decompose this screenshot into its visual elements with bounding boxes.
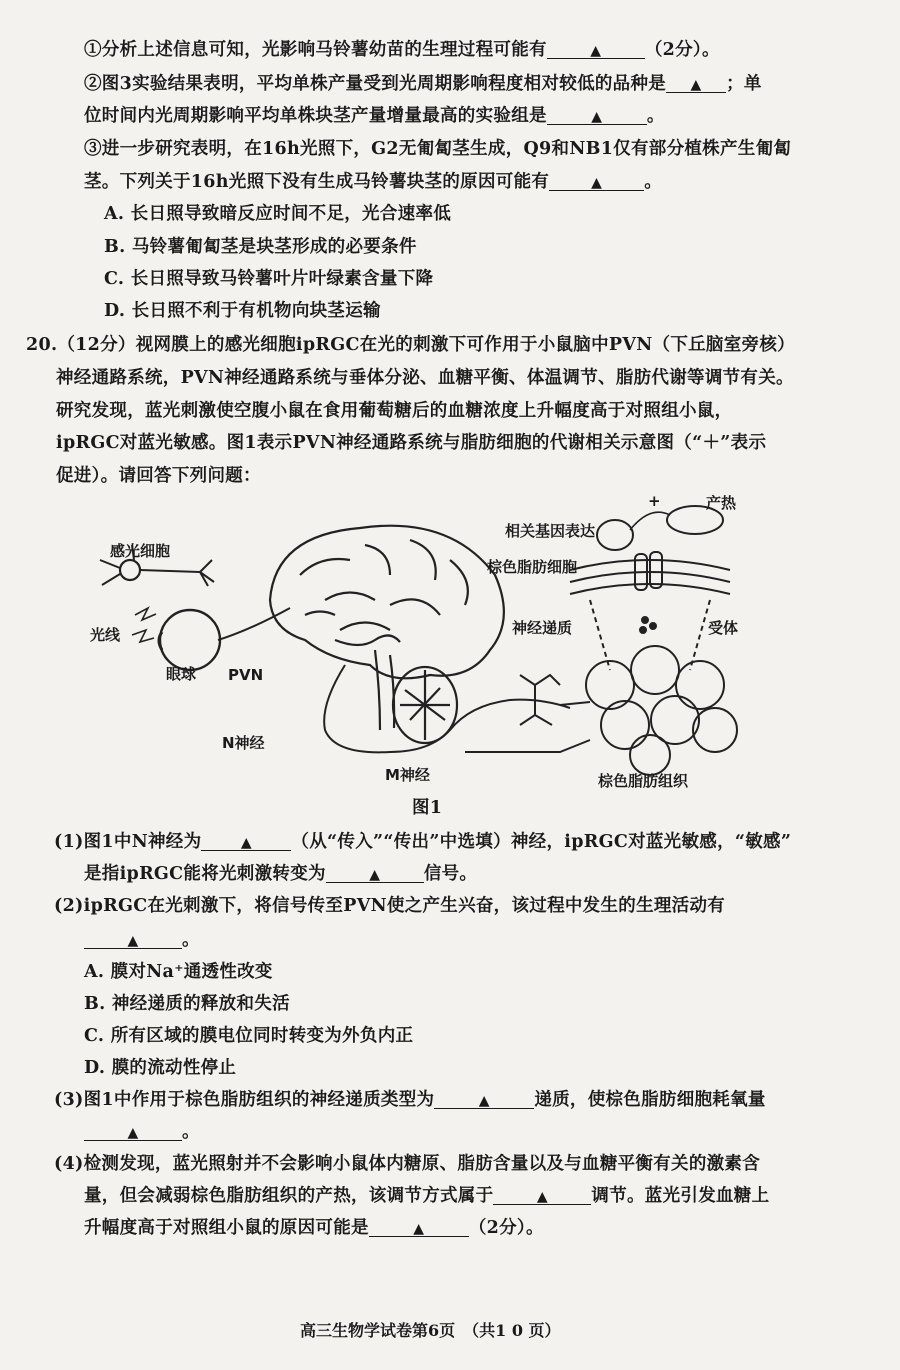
answer-blank[interactable]: ▲	[493, 1184, 591, 1205]
answer-blank[interactable]: ▲	[434, 1088, 534, 1109]
light-rays-drawing	[132, 608, 156, 642]
q19-sub2: ②图3实验结果表明，平均单株产量受到光周期影响程度相对较低的品种是 ▲ ；单	[84, 74, 762, 94]
label-gene-expression: 相关基因表达	[505, 522, 596, 540]
answer-blank[interactable]: ▲	[547, 104, 647, 125]
label-m-nerve: M神经	[385, 766, 430, 784]
label-heat: 产热	[706, 494, 737, 512]
q20-part-2: (2)ipRGC在光刺激下，将信号传至PVN使之产生兴奋，该过程中发生的生理活动有	[54, 896, 726, 916]
answer-blank[interactable]: ▲	[369, 1216, 469, 1237]
q20-part-3-cont: ▲ 。	[84, 1120, 200, 1144]
m-nerve-neuron-drawing	[465, 675, 590, 752]
q19-sub2-cont: 位时间内光周期影响平均单株块茎产量增量最高的实验组是 ▲ 。	[84, 106, 665, 126]
q20-part-2-cont: ▲ 。	[84, 928, 200, 952]
label-light: 光线	[90, 626, 121, 644]
q20-part-1-cont: 是指ipRGC能将光刺激转变为 ▲ 信号。	[84, 864, 478, 884]
page-footer: 高三生物学试卷第6页 （共1 0 页）	[300, 1321, 561, 1340]
label-brown-adipocyte: 棕色脂肪细胞	[487, 558, 578, 576]
brain-drawing	[270, 526, 504, 743]
q19-option-a[interactable]: A. 长日照导致暗反应时间不足，光合速率低	[104, 204, 452, 224]
q20-part-4-cont-2: 升幅度高于对照组小鼠的原因可能是 ▲ （2分）。	[84, 1218, 544, 1238]
q20-part-1: (1)图1中N神经为 ▲ （从“传入”“传出”中选填）神经，ipRGC对蓝光敏感，“敏感”	[54, 832, 792, 852]
label-brown-adipose-tissue: 棕色脂肪组织	[598, 772, 689, 790]
label-plus: +	[648, 492, 661, 510]
q19-option-b[interactable]: B. 马铃薯匍匐茎是块茎形成的必要条件	[104, 237, 417, 257]
answer-blank[interactable]: ▲	[547, 38, 645, 59]
answer-blank[interactable]: ▲	[84, 928, 182, 949]
q19-sub1: ①分析上述信息可知，光影响马铃薯幼苗的生理过程可能有 ▲ （2分）。	[84, 40, 720, 60]
label-n-nerve: N神经	[222, 734, 265, 752]
label-receptor: 受体	[708, 619, 739, 637]
answer-blank[interactable]: ▲	[326, 862, 424, 883]
answer-blank[interactable]: ▲	[201, 830, 291, 851]
q20-option-b[interactable]: B. 神经递质的释放和失活	[84, 994, 290, 1014]
q20-intro-line-1: 20.（12分）视网膜上的感光细胞ipRGC在光的刺激下可作用于小鼠脑中PVN（下丘脑室旁核）	[26, 335, 795, 355]
q19-sub3-cont: 茎。下列关于16h光照下没有生成马铃薯块茎的原因可能有 ▲ 。	[84, 172, 662, 192]
label-pvn: PVN	[228, 666, 264, 684]
answer-blank[interactable]: ▲	[666, 72, 726, 93]
q19-sub3: ③进一步研究表明，在16h光照下，G2无匍匐茎生成，Q9和NB1仅有部分植株产生匍匐	[84, 139, 792, 159]
figure-1-diagram	[90, 490, 790, 810]
figure-1-caption: 图1	[412, 798, 443, 818]
q20-part-4: (4)检测发现，蓝光照射并不会影响小鼠体内糖原、脂肪含量以及与血糖平衡有关的激素含	[54, 1154, 761, 1174]
q20-option-c[interactable]: C. 所有区域的膜电位同时转变为外负内正	[84, 1026, 414, 1046]
answer-blank[interactable]: ▲	[549, 170, 644, 191]
answer-blank[interactable]: ▲	[84, 1120, 182, 1141]
q20-intro-line-2: 神经通路系统，PVN神经通路系统与垂体分泌、血糖平衡、体温调节、脂肪代谢等调节有关。	[56, 368, 794, 388]
q20-intro-line-4: ipRGC对蓝光敏感。图1表示PVN神经通路系统与脂肪细胞的代谢相关示意图（“＋”表示	[56, 433, 767, 453]
eyeball-drawing	[159, 608, 290, 670]
q20-part-3: (3)图1中作用于棕色脂肪组织的神经递质类型为 ▲ 递质，使棕色脂肪细胞耗氧量	[54, 1090, 766, 1110]
q20-intro-line-3: 研究发现，蓝光刺激使空腹小鼠在食用葡萄糖后的血糖浓度上升幅度高于对照组小鼠，	[56, 401, 733, 421]
label-photoreceptor: 感光细胞	[110, 542, 171, 560]
q19-option-c[interactable]: C. 长日照导致马铃薯叶片叶绿素含量下降	[104, 269, 434, 289]
label-eyeball: 眼球	[166, 665, 197, 683]
q20-intro-line-5: 促进）。请回答下列问题：	[56, 466, 261, 486]
cell-membrane-drawing	[570, 552, 730, 594]
label-neurotransmitter: 神经递质	[512, 619, 573, 637]
gene-expression-blob	[597, 520, 633, 550]
q20-option-a[interactable]: A. 膜对Na⁺通透性改变	[84, 962, 273, 982]
q20-part-4-cont: 量，但会减弱棕色脂肪组织的产热，该调节方式属于 ▲ 调节。蓝光引发血糖上	[84, 1186, 770, 1206]
q20-option-d[interactable]: D. 膜的流动性停止	[84, 1058, 237, 1078]
q19-option-d[interactable]: D. 长日照不利于有机物向块茎运输	[104, 301, 381, 321]
